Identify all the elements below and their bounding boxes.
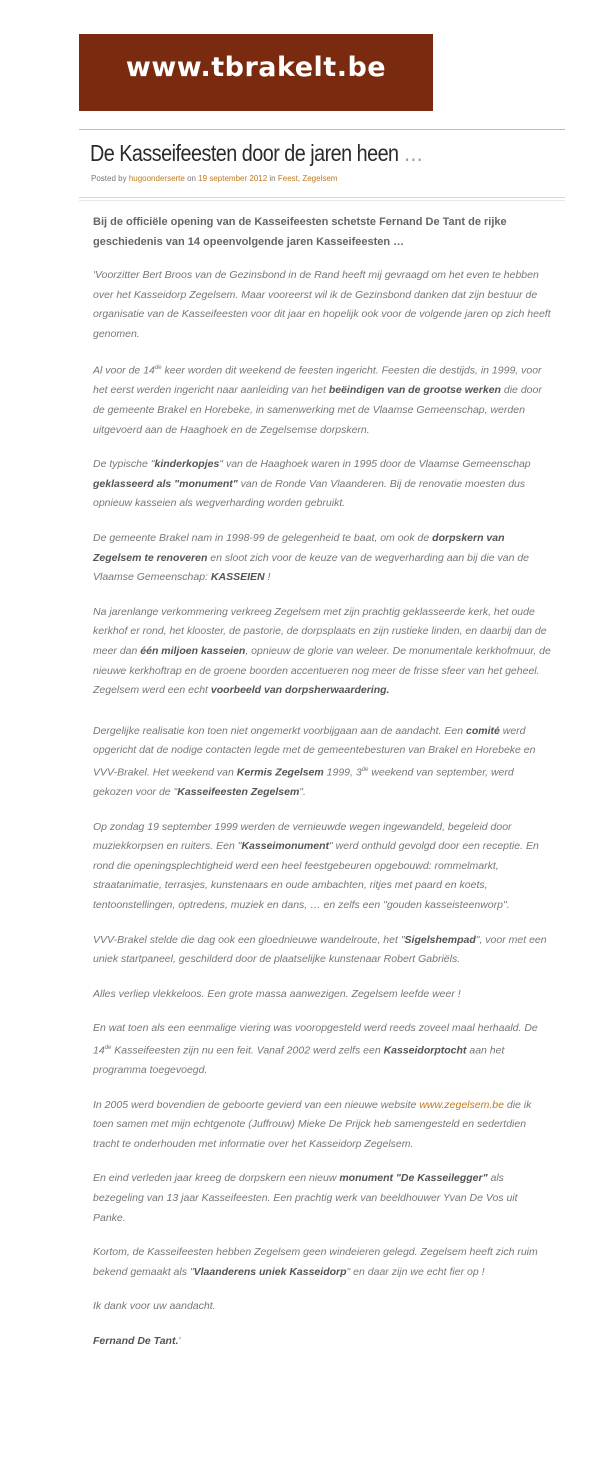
text-span: En wat toen als een eenmalige viering was vooropgesteld werd reeds zoveel maal herhaald. De 14 [93,1022,538,1057]
text-span: VVV-Brakel stelde die dag ook een gloednieuwe wandelroute, het " [93,933,405,946]
divider [79,197,565,198]
bold-text: Kasseidorptocht [383,1044,467,1057]
post-title-text: De Kasseifeesten door de jaren heen [90,140,399,166]
post-title[interactable] [90,140,423,167]
paragraph-3 [93,455,553,514]
text-span: In 2005 werd bovendien de geboorte gevierd van een nieuwe website [93,1098,420,1111]
site-banner[interactable] [79,34,433,111]
text-span: die ik toen samen met mijn echtgenote (Juffrouw) Mieke De Prijck heb samengesteld en sedertdien tracht te onderhouden met informatie over het Kasseidorp Zegelsem. [93,1098,532,1150]
bold-text: beëindigen van de grootse werken [328,384,501,397]
paragraph-1: 'Voorzitter Bert Broos van de Gezinsbond in de Rand heeft mij gevraagd om het even te hebben over het Kasseidorp Zegelsem. Maar vooreerst wil ik de Gezinsbond danken dat zijn bestuur de organisatie van de Kasseifeesten voor dit jaar en hopelijk ook voor de volgende jaren op zich heeft genomen. [93,269,551,340]
meta-category-zegelsem[interactable]: Zegelsem [302,174,338,183]
text-span: die door de gemeente Brakel en Horebeke, in samenwerking met de Vlaamse Gemeenschap, werden uitgevoerd aan de Haaghoek en de Zegelsemse dorpskern. [93,384,542,436]
paragraph-2 [93,359,553,440]
text-span: keer worden dit weekend de feesten ingericht. Feesten die destijds, in 1999, voor het eerst werden ingericht naar aanleiding van het [93,364,542,397]
text-span: ", voor met een uniek startpaneel, geschilderd door de plaatselijke kunstenaar Robert Gabriëls. [93,933,547,966]
text-span: , opnieuw de glorie van weleer. De monumentale kerkhofmuur, de nieuwe kerkhoftrap en de groene boorden accentueren nog meer de frisse sfeer van het geheel. Zegelsem werd een echt [93,645,551,697]
bold-text: KASSEIEN [210,571,265,584]
text-span: ' [178,1335,181,1348]
paragraph-4 [93,529,553,588]
bold-text: Vlaanderens uniek Kasseidorp [193,1265,347,1278]
bold-text: kinderkopjes [154,458,220,471]
text-span: als bezegeling van 13 jaar Kasseifeesten. Een prachtig werk van beeldhouwer Yvan De Vos uit Panke. [93,1172,518,1224]
text-span: weekend van september, werd gekozen voor de " [93,766,514,799]
paragraph-6 [93,722,553,803]
bold-text: comité [466,724,500,737]
bold-text: één miljoen kasseien [140,645,246,657]
signature-name: Fernand De Tant. [93,1335,179,1348]
text-span: van de Ronde Van Vlaanderen. Bij de renovatie moesten dus opnieuw kasseien als wegverharding worden gebruikt. [93,477,526,510]
divider [79,129,565,130]
text-span: ". [299,786,306,799]
divider [79,200,565,201]
text-span: 1999, 3 [323,766,362,779]
banner-text: www.tbrakelt.be [125,52,387,83]
text-span: Kortom, de Kasseifeesten hebben Zegelsem geen windeieren gelegd. Zegelsem heeft zich ruim bekend gemaakt als " [93,1246,538,1278]
superscript: de [361,766,369,773]
text-span: Dergelijke realisatie kon toen niet ongemerkt voorbijgaan aan de aandacht. Een [93,724,466,737]
paragraph-5 [93,603,553,701]
text-span: werd opgericht dat de nodige contacten legde met de gemeentebesturen van Brakel en Horebeke en VVV-Brakel. Het weekend van [93,724,536,779]
signature [93,1332,553,1352]
paragraph-10 [93,1019,553,1080]
post-title-ellipsis: … [403,140,423,166]
meta-separator: , [297,174,303,183]
bold-text: Kermis Zegelsem [236,766,324,779]
meta-in: in [269,174,276,183]
text-span: ! [264,571,271,584]
text-span: " van de Haaghoek waren in 1995 door de Vlaamse Gemeenschap [219,458,531,471]
text-span: Na jarenlange verkommering verkreeg Zegelsem met zijn prachtig geklasseerde kerk, het oude kerkhof er rond, het klooster, de pastorie, de dorpsplaats en zijn rustieke linden, en daarbij dan de meer dan [93,605,547,657]
meta-date-link[interactable]: 19 september 2012 [198,174,268,183]
superscript: de [104,1045,112,1051]
paragraph-12 [93,1169,553,1228]
post-meta [91,174,337,183]
meta-on: on [187,174,196,183]
paragraph-7 [93,818,553,916]
text-span: " en daar zijn we echt fier op ! [346,1265,485,1278]
text-span: Op zondag 19 september 1999 werden de vernieuwde wegen ingewandeld, begeleid door muziekkorpsen en ruiters. Een " [93,820,512,853]
text-span: De gemeente Brakel nam in 1998-99 de gelegenheid te baat, om ook de [93,532,433,545]
bold-text: Kasseimonument [241,840,329,853]
text-span: De typische " [93,458,155,471]
website-link[interactable]: www.zegelsem.be [419,1098,504,1111]
bold-text: monument "De Kasseilegger" [339,1172,488,1185]
text-span: Kasseifeesten zijn nu een feit. Vanaf 2002 werd zelfs een [111,1044,384,1057]
text-span: Al voor de 14 [93,364,155,377]
text-span: en sloot zich voor de keuze van de wegverharding aan bij die van de Vlaamse Gemeenschap: [93,551,530,584]
paragraph-8 [93,931,553,970]
meta-author-link[interactable]: hugoonderserte [128,174,185,183]
paragraph-13 [93,1243,553,1282]
bold-text: dorpskern van Zegelsem te renoveren [93,532,505,564]
paragraph-14: Ik dank voor uw aandacht. [93,1300,216,1313]
intro-paragraph: Bij de officiële opening van de Kasseifeesten schetste Fernand De Tant de rijke geschiedenis van 14 opeenvolgende jaren Kasseifeesten … [93,216,507,248]
superscript: de [154,365,162,372]
bold-text: Sigelshempad [404,933,476,946]
post-content [93,212,553,1367]
paragraph-9: Alles verliep vlekkeloos. Een grote massa aanwezigen. Zegelsem leefde weer ! [93,987,461,1000]
paragraph-11 [93,1096,553,1155]
bold-text: Kasseifeesten Zegelsem [177,786,300,799]
meta-category-feest[interactable]: Feest [277,174,298,183]
text-span: En eind verleden jaar kreeg de dorpskern een nieuw [93,1172,340,1185]
text-span: " werd onthuld gevolgd door een receptie. En rond die openingsplechtigheid werd een heel feestgebeuren opgebouwd: rommelmarkt, straatanimatie, terrasjes, kunstenaars en oude ambachten, ritjes met paard en koets, tentoonstellingen, optredens, muziek en dans, … en zelfs een "gouden kasseisteenworp". [93,840,539,912]
text-span: aan het programma toegevoegd. [93,1044,505,1077]
bold-text: voorbeeld van dorpsherwaardering. [210,684,390,697]
bold-text: geklasseerd als "monument" [93,477,238,490]
meta-posted-by: Posted by [91,174,127,183]
